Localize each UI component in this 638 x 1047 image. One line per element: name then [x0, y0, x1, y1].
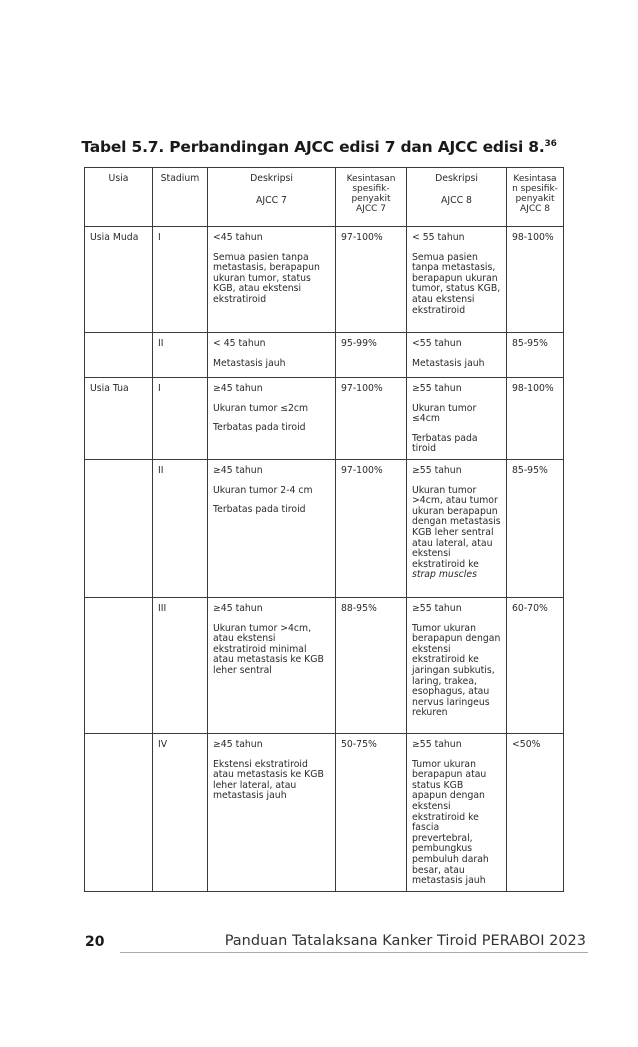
header-kesintasan-ajcc8: Kesintasan spesifik-penyakit AJCC 8: [507, 168, 564, 227]
cell-usia: [85, 459, 153, 597]
header-deskripsi-ajcc7: Deskripsi AJCC 7: [208, 168, 336, 227]
italic-term: strap muscles: [412, 569, 477, 581]
cell-deskripsi-ajcc8: ≥55 tahun Ukuran tumor ≤4cm Terbatas pada tiroid: [407, 378, 507, 460]
table-row: [85, 227, 564, 333]
cell-kesintasan-ajcc8: 85-95%: [507, 333, 564, 378]
cell-usia: [85, 597, 153, 733]
cell-kesintasan-ajcc8: 98-100%: [507, 378, 564, 460]
cell-stadium: III: [153, 597, 208, 733]
cell-stadium: IV: [153, 733, 208, 891]
cell-kesintasan-ajcc7: 88-95%: [336, 597, 407, 733]
cell-kesintasan-ajcc7: 50-75%: [336, 733, 407, 891]
ajcc-comparison-table: [84, 167, 564, 892]
cell-usia: Usia Tua: [85, 378, 153, 460]
header-kesintasan-ajcc7: Kesintasan spesifik-penyakit AJCC 7: [336, 168, 407, 227]
cell-stadium: I: [153, 378, 208, 460]
cell-stadium: II: [153, 333, 208, 378]
cell-usia: [85, 733, 153, 891]
cell-stadium: I: [153, 227, 208, 333]
cell-deskripsi-ajcc7: < 45 tahun Metastasis jauh: [208, 333, 336, 378]
cell-kesintasan-ajcc8: 60-70%: [507, 597, 564, 733]
header-stadium: Stadium: [153, 168, 208, 227]
cell-deskripsi-ajcc7: ≥45 tahun Ukuran tumor ≤2cm Terbatas pada tiroid: [208, 378, 336, 460]
table-row: [85, 333, 564, 378]
cell-usia: Usia Muda: [85, 227, 153, 333]
cell-stadium: II: [153, 459, 208, 597]
cell-kesintasan-ajcc7: 97-100%: [336, 378, 407, 460]
running-footer: Panduan Tatalaksana Kanker Tiroid PERABOI 2023: [224, 933, 586, 949]
cell-kesintasan-ajcc8: 98-100%: [507, 227, 564, 333]
footer-divider: [120, 952, 588, 953]
table-row: [85, 378, 564, 460]
cell-deskripsi-ajcc8: ≥55 tahun Tumor ukuran berapapun atau status KGB apapun dengan ekstensi ekstratiroid ke fascia prevertebral, pembungkus pembuluh darah besar, atau metastasis jauh: [407, 733, 507, 891]
header-usia: Usia: [85, 168, 153, 227]
cell-kesintasan-ajcc7: 95-99%: [336, 333, 407, 378]
table-row: [85, 597, 564, 733]
table-title: Tabel 5.7. Perbandingan AJCC edisi 7 dan AJCC edisi 8.36: [81, 138, 557, 156]
cell-kesintasan-ajcc8: <50%: [507, 733, 564, 891]
cell-deskripsi-ajcc8: ≥55 tahun Tumor ukuran berapapun dengan ekstensi ekstratiroid ke jaringan subkutis, laring, trakea, esophagus, atau nervus laringeus rekuren: [407, 597, 507, 733]
table-header-row: [85, 168, 564, 227]
page-number: 20: [85, 934, 105, 950]
cell-deskripsi-ajcc7: ≥45 tahun Ekstensi ekstratiroid atau metastasis ke KGB leher lateral, atau metastasis jauh: [208, 733, 336, 891]
cell-kesintasan-ajcc7: 97-100%: [336, 459, 407, 597]
cell-kesintasan-ajcc7: 97-100%: [336, 227, 407, 333]
cell-deskripsi-ajcc7: <45 tahun Semua pasien tanpa metastasis, berapapun ukuran tumor, status KGB, atau ekstensi ekstratiroid: [208, 227, 336, 333]
table-row: [85, 459, 564, 597]
cell-kesintasan-ajcc8: 85-95%: [507, 459, 564, 597]
cell-deskripsi-ajcc7: ≥45 tahun Ukuran tumor 2-4 cm Terbatas pada tiroid: [208, 459, 336, 597]
cell-deskripsi-ajcc7: ≥45 tahun Ukuran tumor >4cm, atau ekstensi ekstratiroid minimal atau metastasis ke KGB leher sentral: [208, 597, 336, 733]
cell-deskripsi-ajcc8: <55 tahun Metastasis jauh: [407, 333, 507, 378]
title-reference: 36: [544, 139, 557, 149]
table-row: [85, 733, 564, 891]
cell-deskripsi-ajcc8: ≥55 tahun Ukuran tumor >4cm, atau tumor ukuran berapapun dengan metastasis KGB leher sentral atau lateral, atau ekstensi ekstratiroid ke strap muscles: [407, 459, 507, 597]
header-deskripsi-ajcc8: Deskripsi AJCC 8: [407, 168, 507, 227]
cell-deskripsi-ajcc8: < 55 tahun Semua pasien tanpa metastasis, berapapun ukuran tumor, status KGB, atau ekstensi ekstratiroid: [407, 227, 507, 333]
cell-usia: [85, 333, 153, 378]
